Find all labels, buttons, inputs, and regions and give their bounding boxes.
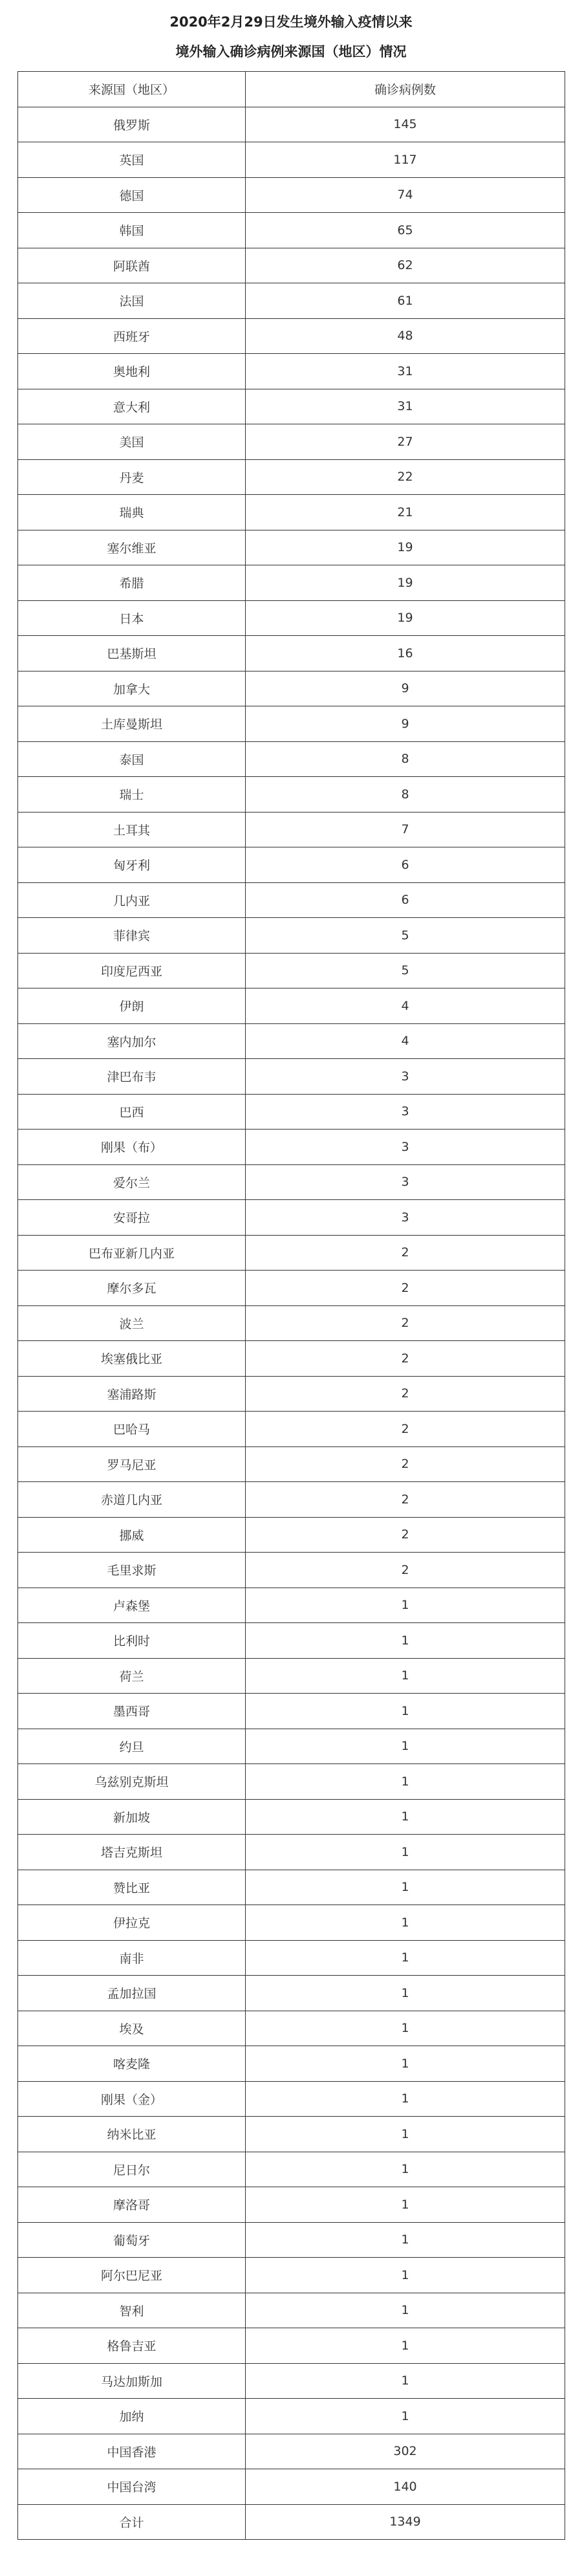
table-row: [18, 953, 565, 988]
source-cell: 赤道几内亚: [18, 1482, 246, 1518]
table-row: [18, 1694, 565, 1729]
cases-cell: 145: [246, 107, 565, 142]
cases-cell: 6: [246, 882, 565, 918]
table-row: [18, 1023, 565, 1059]
source-cell: 丹麦: [18, 459, 246, 495]
source-cell: 伊拉克: [18, 1905, 246, 1941]
cases-cell: 5: [246, 918, 565, 954]
source-cell: 南非: [18, 1940, 246, 1976]
source-cell: 塞尔维亚: [18, 530, 246, 565]
cases-cell: 22: [246, 459, 565, 495]
table-body: [18, 107, 565, 2504]
source-cell: 乌兹别克斯坦: [18, 1764, 246, 1800]
source-cell: 阿尔巴尼亚: [18, 2258, 246, 2293]
source-cell: 格鲁吉亚: [18, 2328, 246, 2364]
source-cell: 爱尔兰: [18, 1164, 246, 1200]
table-row: [18, 777, 565, 813]
table-row: [18, 1976, 565, 2011]
cases-cell: 1: [246, 2293, 565, 2328]
source-cell: 安哥拉: [18, 1200, 246, 1236]
table-row: [18, 2222, 565, 2258]
cases-cell: 4: [246, 988, 565, 1024]
source-cell: 纳米比亚: [18, 2117, 246, 2152]
cases-cell: 1: [246, 1658, 565, 1694]
cases-cell: 1: [246, 2258, 565, 2293]
cases-cell: 5: [246, 953, 565, 988]
cases-cell: 117: [246, 142, 565, 178]
table-row: [18, 1164, 565, 1200]
cases-cell: 1: [246, 1799, 565, 1835]
table-row: [18, 1446, 565, 1482]
source-cell: 中国台湾: [18, 2469, 246, 2505]
cases-cell: 1: [246, 1835, 565, 1870]
cases-cell: 1: [246, 1870, 565, 1905]
table-row: [18, 1376, 565, 1412]
table-row: [18, 1799, 565, 1835]
cases-cell: 1: [246, 2117, 565, 2152]
cases-cell: 140: [246, 2469, 565, 2505]
source-cell: 津巴布韦: [18, 1059, 246, 1095]
table-row: [18, 248, 565, 283]
source-cell: 埃及: [18, 2011, 246, 2046]
cases-cell: 8: [246, 741, 565, 777]
table-row: [18, 847, 565, 883]
table-row: [18, 918, 565, 954]
table-row: [18, 530, 565, 565]
source-cell: 日本: [18, 600, 246, 636]
document-title: 2020年2月29日发生境外输入疫情以来: [169, 14, 413, 30]
table-title: 境外输入确诊病例来源国（地区）情况: [175, 44, 407, 60]
table-row: [18, 459, 565, 495]
table-row: [18, 1553, 565, 1588]
table-row: [18, 1200, 565, 1236]
source-cell: 英国: [18, 142, 246, 178]
cases-cell: 31: [246, 389, 565, 424]
table-row: [18, 354, 565, 389]
cases-cell: 1: [246, 1588, 565, 1623]
table-row: [18, 1059, 565, 1095]
table-row: [18, 636, 565, 671]
source-cell: 刚果（金）: [18, 2081, 246, 2117]
source-cell: 中国香港: [18, 2434, 246, 2469]
source-cell: 西班牙: [18, 318, 246, 354]
cases-cell: 302: [246, 2434, 565, 2469]
table-row: [18, 565, 565, 601]
source-cell: 智利: [18, 2293, 246, 2328]
cases-cell: 4: [246, 1023, 565, 1059]
table-row: [18, 177, 565, 213]
cases-cell: 1: [246, 2046, 565, 2082]
source-cell: 伊朗: [18, 988, 246, 1024]
source-cell: 比利时: [18, 1623, 246, 1659]
cases-cell: 9: [246, 671, 565, 706]
cases-cell: 1: [246, 2222, 565, 2258]
table-row: [18, 2152, 565, 2187]
cases-cell: 1: [246, 1940, 565, 1976]
source-cell: 阿联酋: [18, 248, 246, 283]
cases-cell: 9: [246, 706, 565, 742]
source-cell: 泰国: [18, 741, 246, 777]
source-cell: 俄罗斯: [18, 107, 246, 142]
table-row: [18, 1588, 565, 1623]
cases-cell: 16: [246, 636, 565, 671]
source-cell: 巴西: [18, 1094, 246, 1130]
cases-cell: 2: [246, 1305, 565, 1341]
source-cell: 塞内加尔: [18, 1023, 246, 1059]
table-row: [18, 2293, 565, 2328]
cases-cell: 1: [246, 2328, 565, 2364]
source-cell: 葡萄牙: [18, 2222, 246, 2258]
cases-cell: 1: [246, 1694, 565, 1729]
table-row: [18, 389, 565, 424]
source-cell: 希腊: [18, 565, 246, 601]
table-row: [18, 1729, 565, 1764]
cases-cell: 61: [246, 283, 565, 319]
source-cell: 摩洛哥: [18, 2187, 246, 2223]
cases-cell: 1: [246, 1976, 565, 2011]
table-row: [18, 671, 565, 706]
source-cell: 巴基斯坦: [18, 636, 246, 671]
source-cell: 土库曼斯坦: [18, 706, 246, 742]
source-cell: 马达加斯加: [18, 2363, 246, 2399]
total-row: [18, 2504, 565, 2540]
cases-cell: 2: [246, 1446, 565, 1482]
table-row: [18, 2434, 565, 2469]
cases-cell: 3: [246, 1059, 565, 1095]
table-row: [18, 424, 565, 460]
source-cell: 喀麦隆: [18, 2046, 246, 2082]
header-cases: 确诊病例数: [246, 72, 565, 107]
table-row: [18, 213, 565, 248]
cases-cell: 27: [246, 424, 565, 460]
table-row: [18, 1905, 565, 1941]
table-row: [18, 1623, 565, 1659]
source-cell: 法国: [18, 283, 246, 319]
source-cell: 摩尔多瓦: [18, 1271, 246, 1306]
table-row: [18, 1835, 565, 1870]
cases-cell: 1: [246, 2187, 565, 2223]
source-cell: 埃塞俄比亚: [18, 1341, 246, 1377]
table-row: [18, 988, 565, 1024]
table-row: [18, 1658, 565, 1694]
table-row: [18, 1235, 565, 1271]
cases-cell: 1: [246, 2011, 565, 2046]
table-row: [18, 2081, 565, 2117]
source-cell: 美国: [18, 424, 246, 460]
source-cell: 几内亚: [18, 882, 246, 918]
table-row: [18, 2258, 565, 2293]
source-cell: 荷兰: [18, 1658, 246, 1694]
table-row: [18, 812, 565, 847]
source-cell: 意大利: [18, 389, 246, 424]
cases-cell: 1: [246, 1623, 565, 1659]
header-source: 来源国（地区）: [18, 72, 246, 107]
source-cell: 加纳: [18, 2399, 246, 2434]
cases-cell: 65: [246, 213, 565, 248]
cases-cell: 2: [246, 1376, 565, 1412]
imported-cases-table: [17, 71, 565, 2540]
source-cell: 罗马尼亚: [18, 1446, 246, 1482]
cases-cell: 2: [246, 1482, 565, 1518]
source-cell: 菲律宾: [18, 918, 246, 954]
table-row: [18, 1305, 565, 1341]
table-row: [18, 2469, 565, 2505]
table-row: [18, 1870, 565, 1905]
cases-cell: 3: [246, 1200, 565, 1236]
cases-cell: 19: [246, 565, 565, 601]
total-label: 合计: [18, 2504, 246, 2540]
table-row: [18, 2046, 565, 2082]
source-cell: 瑞典: [18, 495, 246, 530]
source-cell: 韩国: [18, 213, 246, 248]
table-row: [18, 2011, 565, 2046]
table-row: [18, 1341, 565, 1377]
cases-cell: 19: [246, 530, 565, 565]
cases-cell: 2: [246, 1553, 565, 1588]
source-cell: 德国: [18, 177, 246, 213]
source-cell: 奥地利: [18, 354, 246, 389]
table-row: [18, 1412, 565, 1447]
cases-cell: 2: [246, 1517, 565, 1553]
table-row: [18, 1130, 565, 1165]
cases-cell: 21: [246, 495, 565, 530]
source-cell: 孟加拉国: [18, 1976, 246, 2011]
table-row: [18, 2117, 565, 2152]
table-row: [18, 1271, 565, 1306]
table-row: [18, 1940, 565, 1976]
table-row: [18, 2187, 565, 2223]
cases-cell: 1: [246, 2152, 565, 2187]
cases-cell: 1: [246, 2399, 565, 2434]
cases-cell: 31: [246, 354, 565, 389]
table-row: [18, 1764, 565, 1800]
source-cell: 塞浦路斯: [18, 1376, 246, 1412]
source-cell: 挪威: [18, 1517, 246, 1553]
table-row: [18, 1094, 565, 1130]
table-row: [18, 318, 565, 354]
table-row: [18, 741, 565, 777]
cases-cell: 48: [246, 318, 565, 354]
table-row: [18, 600, 565, 636]
source-cell: 墨西哥: [18, 1694, 246, 1729]
cases-cell: 1: [246, 2081, 565, 2117]
table-row: [18, 495, 565, 530]
source-cell: 尼日尔: [18, 2152, 246, 2187]
source-cell: 波兰: [18, 1305, 246, 1341]
source-cell: 塔吉克斯坦: [18, 1835, 246, 1870]
source-cell: 土耳其: [18, 812, 246, 847]
cases-cell: 1: [246, 2363, 565, 2399]
cases-cell: 1: [246, 1729, 565, 1764]
cases-cell: 3: [246, 1130, 565, 1165]
cases-cell: 2: [246, 1271, 565, 1306]
cases-cell: 2: [246, 1341, 565, 1377]
table-row: [18, 107, 565, 142]
cases-cell: 7: [246, 812, 565, 847]
total-cases: 1349: [246, 2504, 565, 2540]
table-row: [18, 882, 565, 918]
table-header-row: [18, 72, 565, 107]
source-cell: 卢森堡: [18, 1588, 246, 1623]
source-cell: 瑞士: [18, 777, 246, 813]
cases-cell: 8: [246, 777, 565, 813]
table-row: [18, 1517, 565, 1553]
source-cell: 赞比亚: [18, 1870, 246, 1905]
source-cell: 巴哈马: [18, 1412, 246, 1447]
cases-cell: 3: [246, 1094, 565, 1130]
cases-cell: 74: [246, 177, 565, 213]
source-cell: 约旦: [18, 1729, 246, 1764]
table-row: [18, 1482, 565, 1518]
cases-cell: 6: [246, 847, 565, 883]
table-row: [18, 2363, 565, 2399]
cases-cell: 2: [246, 1412, 565, 1447]
source-cell: 印度尼西亚: [18, 953, 246, 988]
table-row: [18, 283, 565, 319]
table-row: [18, 706, 565, 742]
cases-cell: 62: [246, 248, 565, 283]
source-cell: 毛里求斯: [18, 1553, 246, 1588]
table-row: [18, 142, 565, 178]
source-cell: 匈牙利: [18, 847, 246, 883]
cases-cell: 1: [246, 1764, 565, 1800]
source-cell: 刚果（布）: [18, 1130, 246, 1165]
table-row: [18, 2328, 565, 2364]
source-cell: 新加坡: [18, 1799, 246, 1835]
table-row: [18, 2399, 565, 2434]
cases-cell: 3: [246, 1164, 565, 1200]
cases-cell: 19: [246, 600, 565, 636]
cases-cell: 2: [246, 1235, 565, 1271]
cases-cell: 1: [246, 1905, 565, 1941]
source-cell: 巴布亚新几内亚: [18, 1235, 246, 1271]
source-cell: 加拿大: [18, 671, 246, 706]
